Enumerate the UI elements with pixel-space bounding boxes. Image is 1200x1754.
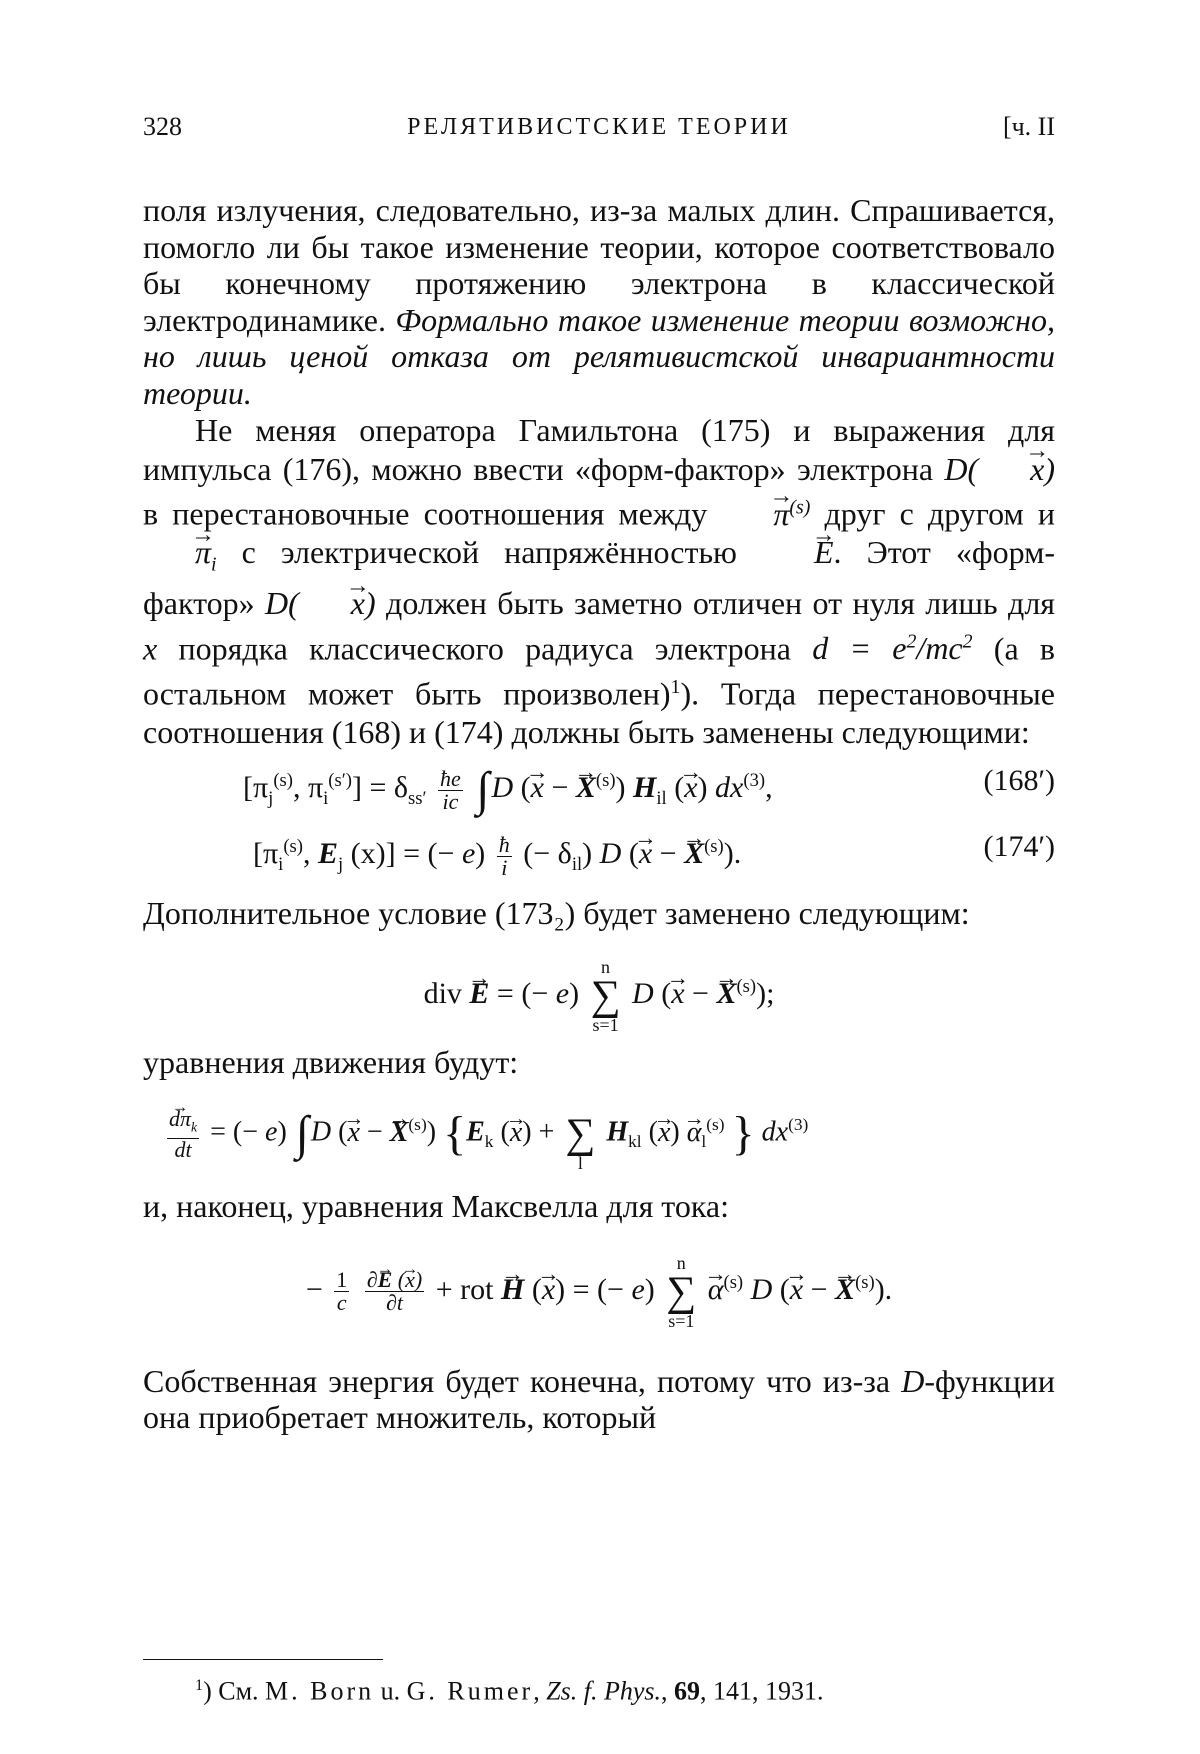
equation-maxwell: − $\frac{1}{c}$ $\frac{\partial\to E (\to x)}{\partial t}$ + rot → H (→ x) = (− e) n ∑ $s=1 \to \alpha^{(s)}$ D (→ x − → $X^{(s)}$). bbox=[143, 1243, 1055, 1323]
energy-text-1: Собственная энергия будет конечна, потому что из-за bbox=[143, 1362, 902, 1399]
chapter-reference: [ч. II bbox=[1002, 112, 1055, 141]
equation-motion: → $\frac{d\pi_k}{dt}$ = (− e) ∫D (→ x − → $X^{(s)}$) {$E_k$ (→ x) + ∑ l $H_{kl}$ (→ $x) \to \alpha_l^{(s)}$ } $dx^{(3)}$ bbox=[143, 1088, 1055, 1162]
equation-divergence: div → E = (− e) n ∑ s=1 D (→ x − → $X^{(s)}$); bbox=[143, 952, 1055, 1022]
page-header bbox=[143, 112, 1055, 152]
footnote-volume: 69 bbox=[674, 1676, 701, 1706]
paragraph-2: Не меняя оператора Гамильтона (175) и выражения для импульса (176), можно ввести «форм-фактор» электрона D(→ x) в перестановочные соотношения между → $\pi^{(s)}$ друг с другом $и \to \pi_i$ с электрической напряжённостью → E. Этот «форм-фактор» D(→ x) должен быть заметно отличен от нуля лишь для x порядка классического радиуса электрона $d = e^2/mc^2$ (а в остальном может быть произволен)$^1$). Тогда перестановочные соотношения (168) и (174) должны быть заменены следующими: bbox=[143, 411, 1055, 751]
footnote-number: 1 bbox=[195, 1677, 204, 1694]
footnote-journal: Zs. f. Phys. bbox=[546, 1676, 662, 1706]
e-field-symbol: → E bbox=[762, 534, 834, 570]
footnote bbox=[195, 1670, 1055, 1708]
radius-formula: $d = e^2/mc^2$ bbox=[812, 630, 973, 667]
footnote-author-1: M. Born bbox=[265, 1676, 375, 1706]
footnote-marker: 1 bbox=[670, 675, 681, 698]
p2-text-5: . Этот «форм-фактор» bbox=[143, 534, 1056, 622]
page-body bbox=[143, 192, 1055, 1436]
p2-text-7: порядка классического радиуса электрона bbox=[157, 630, 813, 667]
energy-text-2: -функции она приобретает множитель, который bbox=[143, 1362, 1055, 1436]
paragraph-1-italic: Формально такое изменение теории возможно, но лишь ценой отказа от релятивистской инвариантности теории. bbox=[143, 301, 1055, 411]
footnote-divider bbox=[143, 1659, 383, 1660]
p2-text-4: с электрической напряжённостью bbox=[216, 534, 762, 571]
equation-168-tag: (168′) bbox=[983, 764, 1055, 798]
x-symbol: x bbox=[143, 630, 158, 667]
p2-text-8: (а в остальном может быть произволен) bbox=[143, 630, 1056, 712]
paragraph-motion: уравнения движения будут: bbox=[143, 1043, 519, 1080]
equation-174-prime: [$\pi_i^{(s)}$, $E_j$ (x)] = (− e) $\frac{ħ}{i}$ (− $\delta_{il}$) D (→ x − → $X^{(s)}$). (174′) bbox=[143, 827, 1055, 875]
equation-168-prime: [$\pi_j^{(s)}$, $\pi_i^{(s')}] = \delta_{ss'}$ $\frac{ħe}{ic}$ ∫D (→ x − → $X^{(s)}$) $H_{il}$ (→ x) $dx^{(3)}$, (168′) bbox=[143, 761, 1055, 809]
footnote-text-3: , bbox=[533, 1676, 547, 1706]
footnote-text-4: , bbox=[661, 1676, 675, 1706]
footnote-text-2: u. bbox=[374, 1676, 407, 1706]
paragraph-1-text: поля излучения, следовательно, из-за малых длин. Спрашивается, помогло ли бы такое изменение теории, которое соответствовало бы конечному протяжению электрона в классической электродинамике. bbox=[143, 192, 1055, 338]
page-number: 328 bbox=[143, 112, 182, 141]
running-title: РЕЛЯТИВИСТСКИЕ ТЕОРИИ bbox=[407, 114, 791, 140]
formfactor-inline-2: D(→ x) bbox=[265, 585, 376, 621]
footnote-text-1: ) См. bbox=[203, 1676, 266, 1706]
paragraph-energy bbox=[143, 1363, 1055, 1436]
p2-text-6: должен быть заметно отличен от нуля лишь для bbox=[375, 585, 1056, 622]
paragraph-maxwell: и, наконец, уравнения Максвелла для тока: bbox=[143, 1188, 729, 1225]
equation-174-tag: (174′) bbox=[983, 830, 1055, 864]
paragraph-additional-condition: Дополнительное условие (173₂) будет заменено следующим: bbox=[143, 895, 970, 932]
pi-i-symbol: → $\pi_i$ bbox=[143, 534, 217, 570]
p2-text-9: . Тогда перестановочные соотношения (168) и (174) должны быть заменены следующими: bbox=[143, 675, 1056, 750]
p2-text-1: Не меняя оператора Гамильтона (175) и выражения для импульса (176), можно ввести «форм-фактор» электрона bbox=[143, 412, 1055, 487]
p2-text-3: друг с другом и bbox=[810, 495, 1056, 532]
formfactor-inline: D(→ x) bbox=[944, 451, 1055, 487]
footnote-text-5: , 141, 1931. bbox=[700, 1676, 824, 1706]
d-function-symbol: D bbox=[901, 1362, 925, 1399]
paragraph-1 bbox=[143, 192, 1055, 411]
footnote-author-2: G. Rumer bbox=[406, 1676, 534, 1706]
p2-text-2: в перестановочные соотношения между bbox=[143, 495, 722, 532]
pi-s-symbol: → $\pi^{(s)}$ bbox=[721, 496, 810, 532]
